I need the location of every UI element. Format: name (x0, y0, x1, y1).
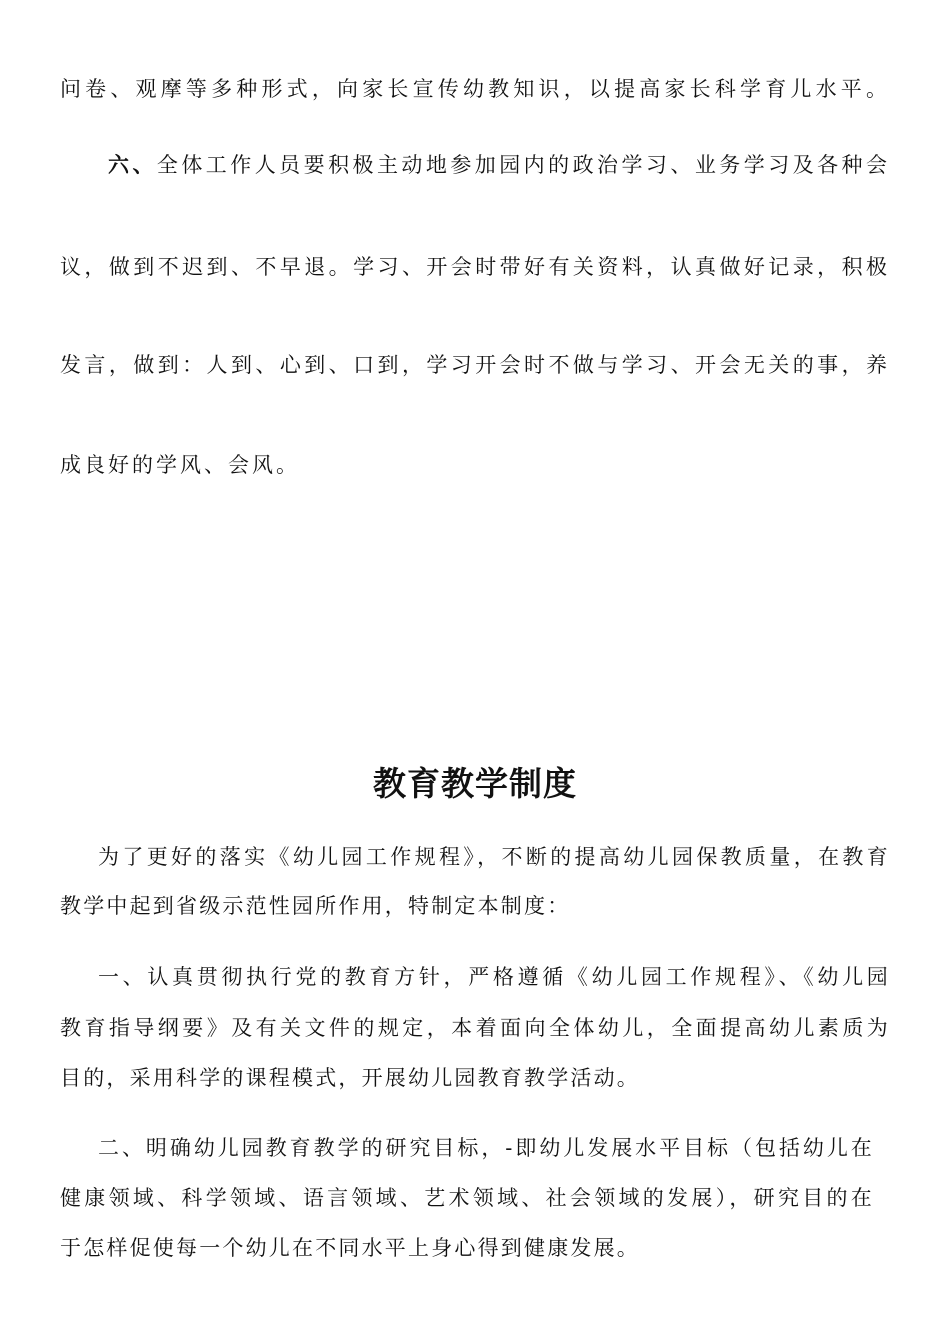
item6-line1 (108, 150, 890, 180)
paragraph-continuation-line: 问卷、观摩等多种形式，向家长宣传幼教知识，以提高家长科学育儿水平。 (60, 77, 890, 101)
item2-line1: 二、明确幼儿园教育教学的研究目标，-即幼儿发展水平目标（包括幼儿在 (98, 1136, 874, 1160)
intro-line1: 为了更好的落实《幼儿园工作规程》，不断的提高幼儿园保教质量，在教育 (98, 845, 890, 869)
item1-line2: 教育指导纲要》及有关文件的规定，本着面向全体幼儿，全面提高幼儿素质为 (60, 1016, 890, 1040)
item6-line1-text: 全体工作人员要积极主动地参加园内的政治学习、业务学习及各种会 (156, 153, 891, 177)
item1-line1: 一、认真贯彻执行党的教育方针，严格遵循《幼儿园工作规程》、《幼儿园 (98, 965, 890, 989)
item6-line3: 发言，做到：人到、心到、口到，学习开会时不做与学习、开会无关的事，养 (60, 353, 890, 377)
item2-line3: 于怎样促使每一个幼儿在不同水平上身心得到健康发展。 (60, 1236, 640, 1260)
item6-lead: 六、 (108, 152, 157, 177)
section-title: 教育教学制度 (373, 764, 577, 803)
item6-line4: 成良好的学风、会风。 (60, 453, 300, 477)
item6-line2: 议，做到不迟到、不早退。学习、开会时带好有关资料，认真做好记录，积极 (60, 255, 890, 279)
intro-line2: 教学中起到省级示范性园所作用，特制定本制度： (60, 894, 571, 918)
item2-line2: 健康领域、科学领域、语言领域、艺术领域、社会领域的发展），研究目的在 (60, 1186, 874, 1210)
item1-line3: 目的，采用科学的课程模式，开展幼儿园教育教学活动。 (60, 1066, 640, 1090)
